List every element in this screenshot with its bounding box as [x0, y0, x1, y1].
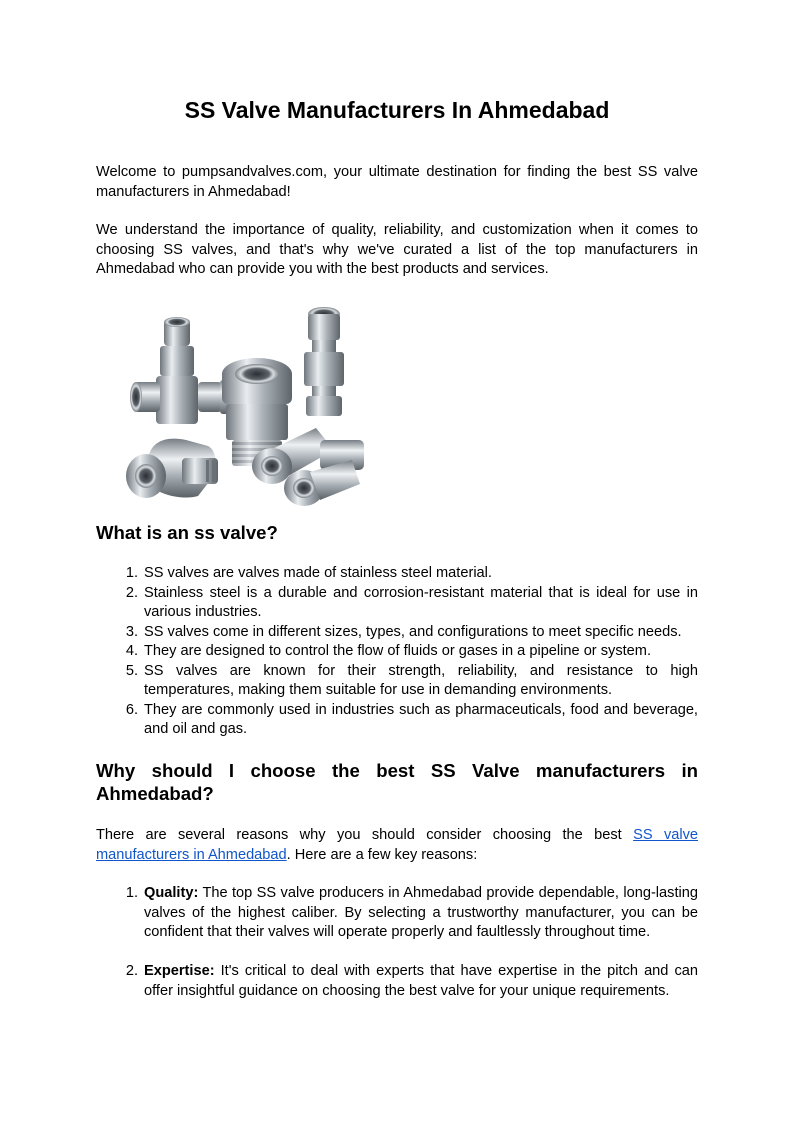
list-item: 4. They are designed to control the flow of fluids or gases in a pipeline or system. — [125, 643, 651, 659]
union-fitting-icon — [304, 307, 344, 416]
ordered-list — [96, 564, 698, 740]
list-item: 1. SS valves are valves made of stainless steel material. — [125, 565, 492, 581]
section-heading: What is an ss valve? — [96, 522, 278, 543]
section-why-heading — [96, 759, 698, 805]
section-why-intro-text: There are several reasons why you should consider choosing the best SS valve manufacturers in Ahmedabad. Here are a few key reasons: — [96, 827, 699, 863]
intro-text-1: Welcome to pumpsandvalves.com, your ultimate destination for finding the best SS valve manufacturers in Ahmedabad! — [96, 164, 698, 200]
list-item: 3. SS valves come in different sizes, types, and configurations to meet specific needs. — [125, 623, 682, 640]
intro-paragraph-2 — [96, 221, 698, 280]
intro-text-2: We understand the importance of quality, reliability, and customization when it comes to choosing SS valves, and that's why we've curated a list of the top manufacturers in Ahmedabad who can provide you with the best products and services. — [96, 222, 698, 277]
list-item: 6. They are commonly used in industries such as pharmaceuticals, food and beverage, and oil and gas. — [125, 701, 698, 737]
list-item: 1. Quality: The top SS valve producers in Ahmedabad provide dependable, long-lasting valves of the highest caliber. By selecting a trustworthy manufacturer, you can be confident that their valves will operate properly and faultlessly throughout time. — [125, 885, 698, 940]
ordered-list — [96, 884, 698, 1001]
section-why-intro — [96, 826, 698, 865]
section-what-is-heading — [96, 521, 698, 544]
page-title: SS Valve Manufacturers In Ahmedabad — [184, 97, 610, 123]
list-item: 2. Expertise: It's critical to deal with experts that have expertise in the pitch and can offer insightful guidance on choosing the best valve for your unique requirements. — [125, 963, 698, 999]
ss-fittings-illustration — [120, 300, 374, 515]
list-item: 5. SS valves are known for their strength, reliability, and resistance to high temperatures, making them suitable for use in demanding environments. — [125, 662, 698, 698]
elbow-fitting-icon — [126, 439, 218, 498]
ss-valve-manufacturers-link[interactable]: SS valve manufacturers in Ahmedabad — [96, 827, 699, 863]
list-item: 2. Stainless steel is a durable and corrosion-resistant material that is ideal for use in various industries. — [125, 584, 698, 620]
ss-fittings-photo — [120, 300, 374, 515]
intro-paragraph-1 — [96, 163, 698, 202]
section-why-list — [96, 884, 698, 1001]
section-what-is-list — [96, 564, 698, 740]
section-heading: Why should I choose the best SS Valve manufacturers in Ahmedabad? — [96, 760, 698, 804]
tee-fitting-icon — [130, 317, 230, 424]
